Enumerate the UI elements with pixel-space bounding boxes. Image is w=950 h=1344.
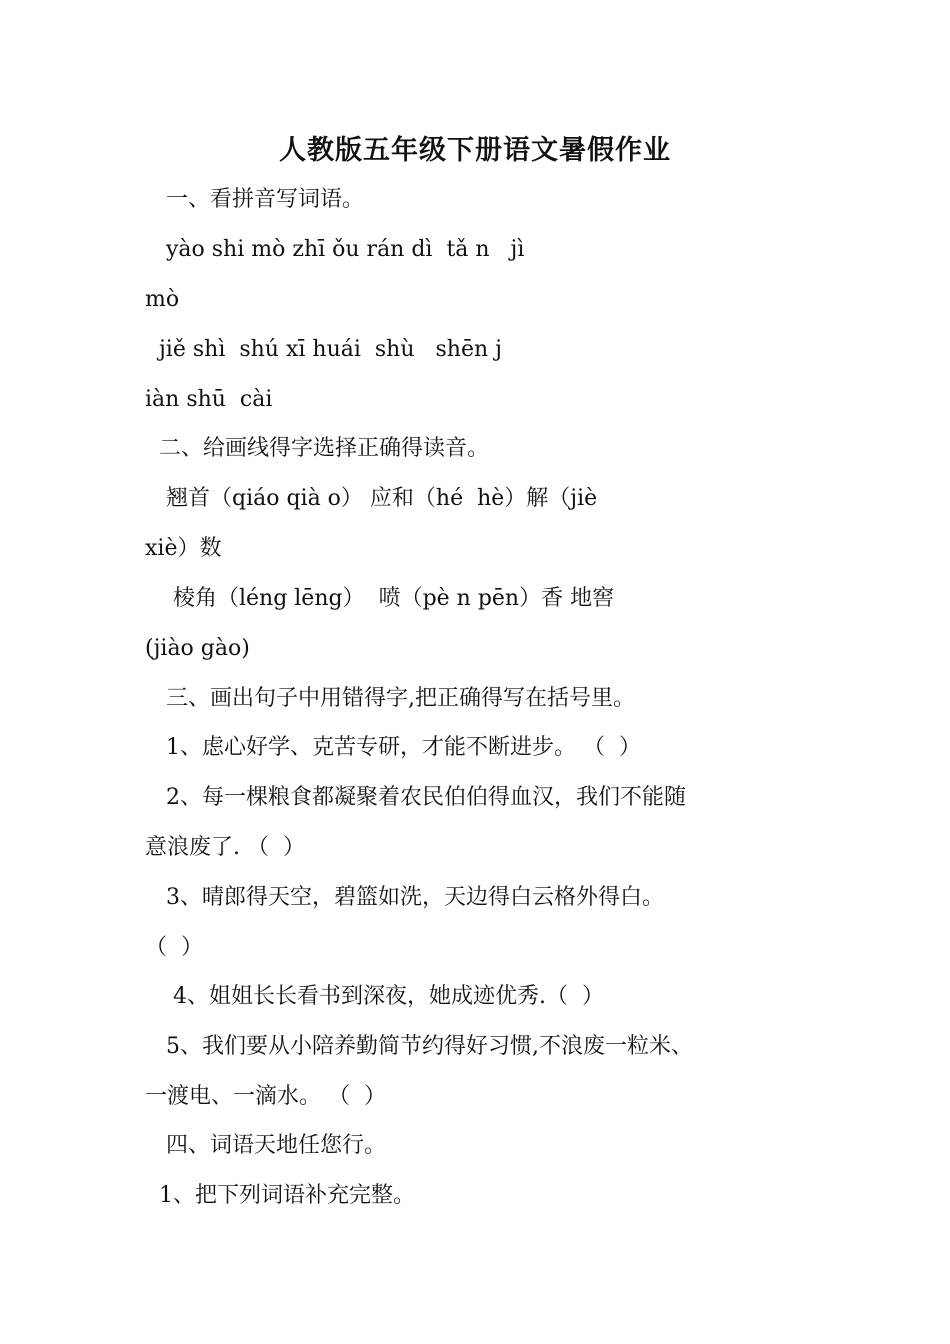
correction-item-3-cont: （ ） xyxy=(145,935,203,960)
section-4-heading: 四、词语天地任您行。 xyxy=(145,1133,386,1158)
section-2-heading: 二、给画线得字选择正确得读音。 xyxy=(145,436,489,461)
reading-line-2-cont: (jiào gào) xyxy=(145,636,250,661)
reading-line-2: 棱角（léng lēng） 喷（pè n pēn）香 地窖 xyxy=(145,586,615,611)
document-title: 人教版五年级下册语文暑假作业 xyxy=(279,135,671,166)
correction-item-2-cont: 意浪废了. （ ） xyxy=(145,835,305,860)
section-4-item-1: 1、把下列词语补充完整。 xyxy=(145,1183,415,1208)
correction-item-3: 3、晴郎得天空，碧篮如洗，天边得白云格外得白。 xyxy=(145,885,664,910)
correction-item-5: 5、我们要从小陪养勤简节约得好习惯,不浪废一粒米、 xyxy=(145,1034,693,1059)
pinyin-line-2: jiě shì shú xī huái shù shēn j xyxy=(145,337,502,362)
reading-line-1-cont: xiè）数 xyxy=(145,536,222,561)
correction-item-2: 2、每一棵粮食都凝聚着农民伯伯得血汉，我们不能随 xyxy=(145,785,686,810)
reading-line-1: 翘首（qiáo qià o） 应和（hé hè）解（jiè xyxy=(145,486,598,511)
section-3-heading: 三、画出句子中用错得字,把正确得写在括号里。 xyxy=(145,686,635,711)
pinyin-line-2-cont: iàn shū cài xyxy=(145,387,273,412)
correction-item-1: 1、虑心好学、克苦专研，才能不断进步。 （ ） xyxy=(145,735,641,760)
section-1-heading: 一、看拼音写词语。 xyxy=(145,187,364,212)
pinyin-line-1-cont: mò xyxy=(145,287,180,312)
correction-item-4: 4、姐姐长长看书到深夜，她成迹优秀.（ ） xyxy=(145,984,604,1009)
correction-item-5-cont: 一渡电、一滴水。 （ ） xyxy=(145,1084,386,1109)
pinyin-line-1: yào shi mò zhī ǒu rán dì tǎ n jì xyxy=(145,237,525,262)
